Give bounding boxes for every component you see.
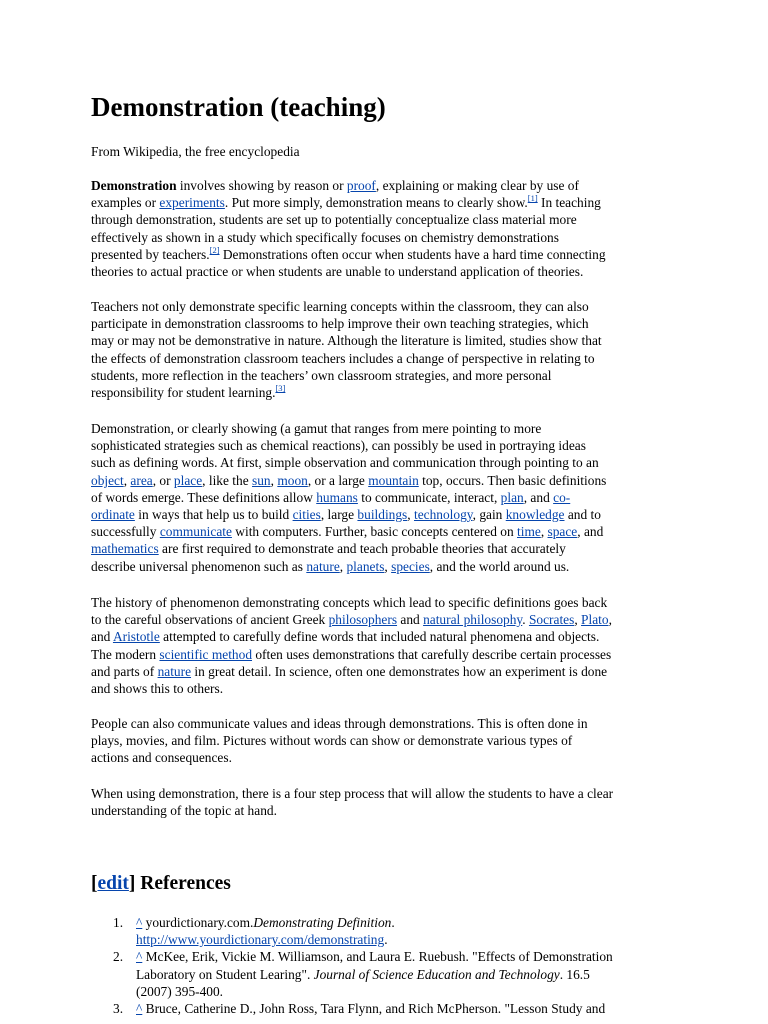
link-natural-philosophy[interactable]: natural philosophy <box>423 612 523 628</box>
paragraph-clearly-showing: Demonstration, or clearly showing (a gamut that ranges from mere pointing to more sophisticated strategies such as chemical reactions), can possibly be used in portraying ideas such as defining words. At first, simple observation and communication through pointing to an object, area, or place, like the sun, moon, or a large mountain top, occurs. Then basic definitions of words emerge. These definitions allow humans to communicate, interact, plan, and co- ordinate in ways that help us to build cities, large buildings, technology, gain knowledge and to successfully communicate with computers. Further, basic concepts centered on time, space, and mathematics are first required to demonstrate and teach probable theories that accurately describe universal phenomenon such as nature, planets, species, and the world around us. <box>91 421 607 574</box>
link-plato[interactable]: Plato <box>581 612 609 628</box>
paragraph-history: The history of phenomenon demonstrating concepts which lead to specific definitions goes back to the careful observations of ancient Greek philosophers and natural philosophy. Socrates, Plato, and Aristotle attempted to carefully define words that included natural phenomena and objects. The modern scientific method often uses demonstrations that carefully describe certain processes and parts of nature in great detail. In science, often one demonstrates how an experiment is done and shows this to others. <box>91 595 612 697</box>
link-planets[interactable]: planets <box>346 558 385 574</box>
link-humans[interactable]: humans <box>316 489 358 505</box>
link-philosophers[interactable]: philosophers <box>328 612 398 628</box>
edit-link[interactable]: edit <box>97 873 129 894</box>
paragraph-values: People can also communicate values and ideas through demonstrations. This is often done in plays, movies, and film. Pictures without words can show or demonstrate various types of actions and consequences. <box>91 716 588 766</box>
backref-caret[interactable]: ^ <box>136 1001 143 1017</box>
link-species[interactable]: species <box>391 558 430 574</box>
link-buildings[interactable]: buildings <box>357 507 408 523</box>
reference-item: 3. ^ Bruce, Catherine D., John Ross, Tara Flynn, and Rich McPherson. "Lesson Study and <box>113 1001 606 1017</box>
link-coordinate[interactable]: co- <box>553 489 571 505</box>
bold-term: Demonstration <box>91 178 177 193</box>
backref-caret[interactable]: ^ <box>136 915 143 930</box>
link-moon[interactable]: moon <box>277 472 308 488</box>
link-proof[interactable]: proof <box>346 178 376 193</box>
link-space[interactable]: space <box>547 524 578 540</box>
link-coordinate-cont[interactable]: ordinate <box>91 507 135 523</box>
tagline: From Wikipedia, the free encyclopedia <box>91 144 300 159</box>
link-socrates[interactable]: Socrates <box>528 612 575 628</box>
references-list <box>91 914 691 1017</box>
reference-url-link[interactable]: http://www.yourdictionary.com/demonstrating <box>136 932 385 948</box>
link-sun[interactable]: sun <box>252 472 271 488</box>
paragraph-intro: Demonstration involves showing by reason or proof, explaining or making clear by use of examples or experiments. Put more simply, demonstration means to clearly show.[1] In teaching through demonstration, students are set up to potentially conceptualize class material more effectively as shown in a study which specifically focuses on chemistry demonstrations presented by teachers.[2] Demonstrations often occur when students have a hard time connecting theories to actual practice or when students are unable to understand application of theories. <box>91 178 606 280</box>
ref-link-1[interactable]: [1] <box>527 193 538 204</box>
paragraph-process: When using demonstration, there is a four step process that will allow the students to have a clear understanding of the topic at hand. <box>91 786 614 819</box>
link-knowledge[interactable]: knowledge <box>505 507 565 523</box>
link-mountain[interactable]: mountain <box>368 472 419 488</box>
reference-item: 2. ^ McKee, Erik, Vickie M. Williamson, and Laura E. Ruebush. "Effects of Demonstration Laboratory on Student Learing". Journal of Science Education and Technology. 16.5 (2007) 395-400. <box>113 949 613 999</box>
link-scientific-method[interactable]: scientific method <box>159 646 253 662</box>
link-cities[interactable]: cities <box>292 507 321 523</box>
link-technology[interactable]: technology <box>413 507 473 523</box>
link-nature-2[interactable]: nature <box>157 663 192 679</box>
link-aristotle[interactable]: Aristotle <box>112 629 160 645</box>
link-area[interactable]: area <box>130 472 153 488</box>
link-communicate[interactable]: communicate <box>159 524 232 540</box>
reference-item: 1. ^ yourdictionary.com.Demonstrating Definition. http://www.yourdictionary.com/demonstrating. <box>113 915 395 948</box>
link-object[interactable]: object <box>91 472 124 488</box>
paragraph-classrooms: Teachers not only demonstrate specific learning concepts within the classroom, they can also participate in demonstration classrooms to help improve their own teaching strategies, which may or may not be demonstrative in nature. Although the literature is limited, studies show that the effects of demonstration classroom teachers includes a change of perspective in relating to students, more reflection in the teachers’ own classroom strategies, and more personal responsibility for student learning.[3] <box>91 299 602 401</box>
ref-link-2[interactable]: [2] <box>209 244 220 255</box>
backref-caret[interactable]: ^ <box>136 949 143 965</box>
link-place[interactable]: place <box>173 472 203 488</box>
link-time[interactable]: time <box>517 524 541 540</box>
link-plan[interactable]: plan <box>500 489 524 505</box>
link-experiments[interactable]: experiments <box>159 195 225 211</box>
link-mathematics[interactable]: mathematics <box>91 541 159 557</box>
ref-link-3[interactable]: [3] <box>275 383 286 394</box>
references-heading: [edit] References <box>91 873 231 894</box>
page-title: Demonstration (teaching) <box>91 92 386 122</box>
link-nature[interactable]: nature <box>306 558 340 574</box>
